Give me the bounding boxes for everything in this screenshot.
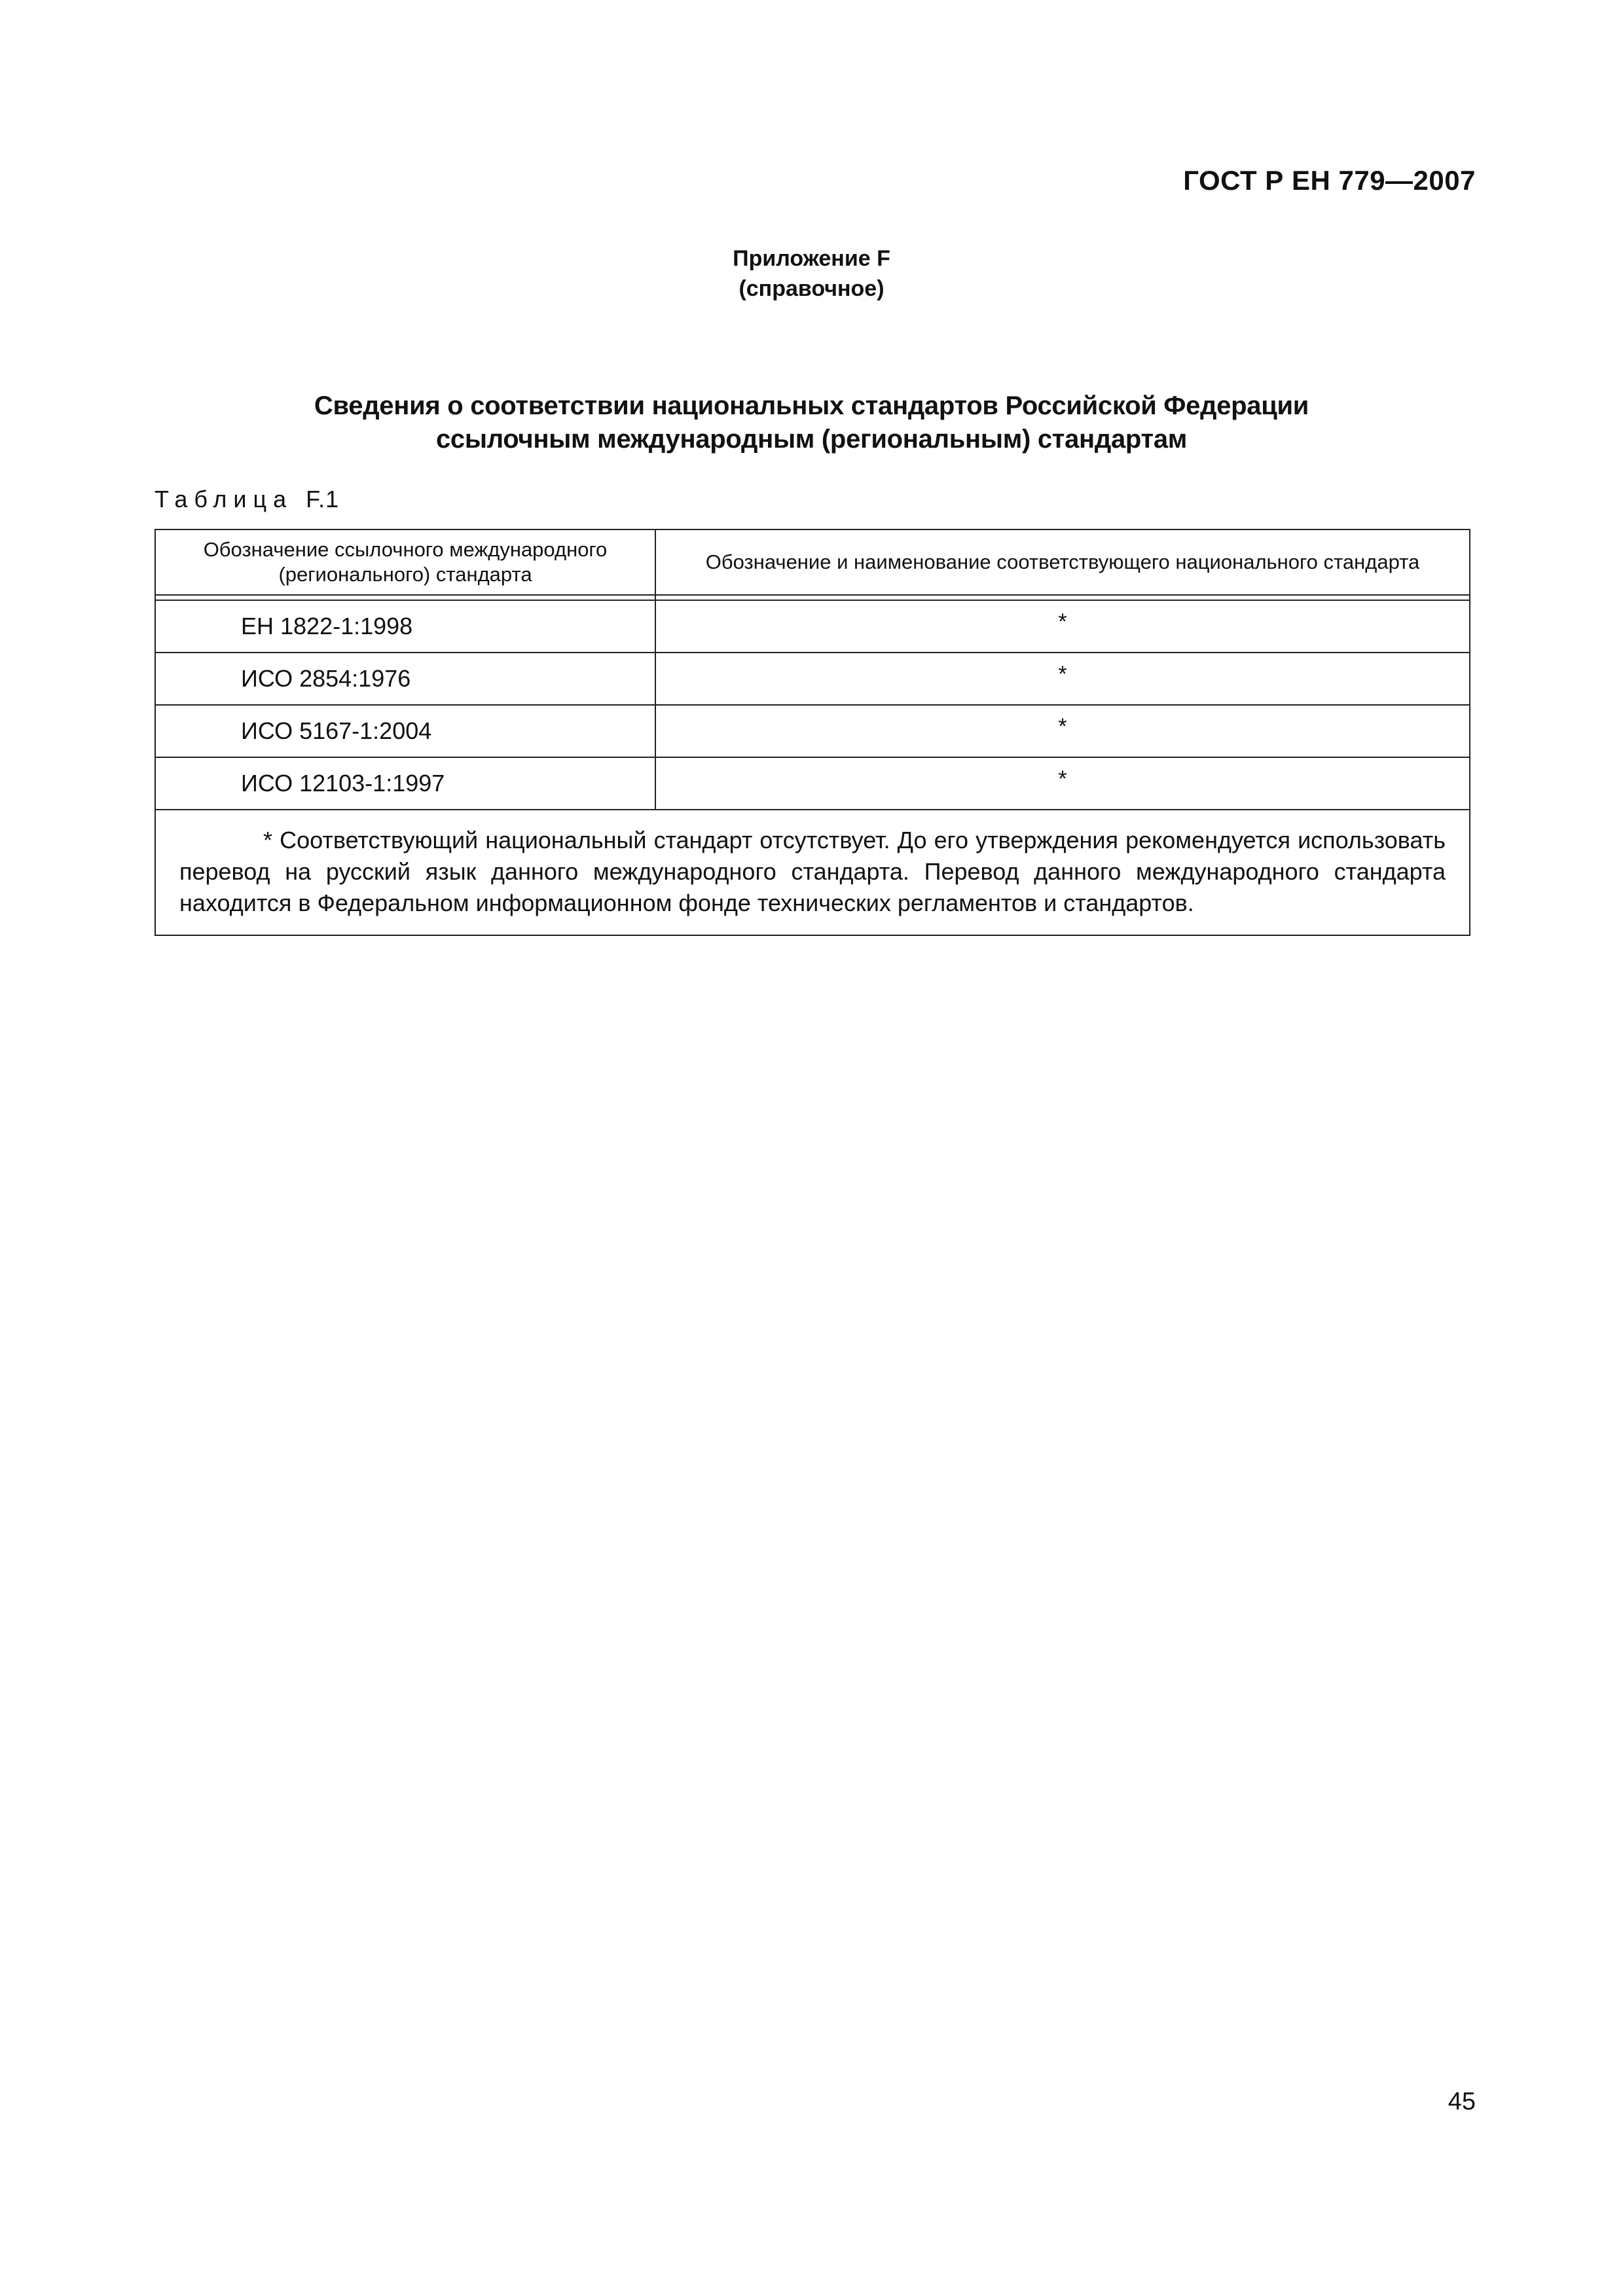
annex-title: Приложение F	[733, 246, 890, 271]
reference-cell: ИСО 12103-1:1997	[155, 757, 655, 810]
national-cell: *	[655, 705, 1470, 757]
table-row	[155, 600, 1470, 653]
annex-header	[0, 243, 1623, 304]
table-caption-label: Таблица	[155, 486, 293, 512]
table-header-row	[155, 529, 1470, 595]
table-row	[155, 653, 1470, 705]
national-cell: *	[655, 757, 1470, 810]
table-caption	[155, 486, 339, 513]
section-heading-line-2: ссылочным международным (региональным) стандартам	[435, 425, 1188, 454]
table-row	[155, 757, 1470, 810]
reference-cell: ИСО 2854:1976	[155, 653, 655, 705]
table-container	[155, 529, 1469, 936]
national-cell: *	[655, 653, 1470, 705]
table-caption-number: F.1	[306, 486, 340, 512]
header-separator	[155, 595, 1470, 600]
national-cell: *	[655, 600, 1470, 653]
page-number: 45	[1448, 2088, 1476, 2115]
table-footnote: * Соответствующий национальный стандарт отсутствует. До его утверждения рекомендуется использовать перевод на русский язык данного международного стандарта. Перевод данного международного стандарта находится в Федеральном информационном фонде технических регламентов и стандартов.	[155, 810, 1470, 935]
annex-type: (справочное)	[739, 276, 884, 301]
section-heading	[0, 389, 1623, 456]
document-code: ГОСТ Р ЕН 779—2007	[1183, 165, 1476, 196]
column-header-national: Обозначение и наименование соответствующего национального стандарта	[655, 529, 1470, 595]
correspondence-table	[155, 529, 1470, 936]
reference-cell: ЕН 1822-1:1998	[155, 600, 655, 653]
table-row	[155, 705, 1470, 757]
section-heading-line-1: Сведения о соответствии национальных стандартов Российской Федерации	[314, 391, 1309, 420]
reference-cell: ИСО 5167-1:2004	[155, 705, 655, 757]
column-header-reference: Обозначение ссылочного международного (регионального) стандарта	[155, 529, 655, 595]
footnote-row	[155, 810, 1470, 935]
